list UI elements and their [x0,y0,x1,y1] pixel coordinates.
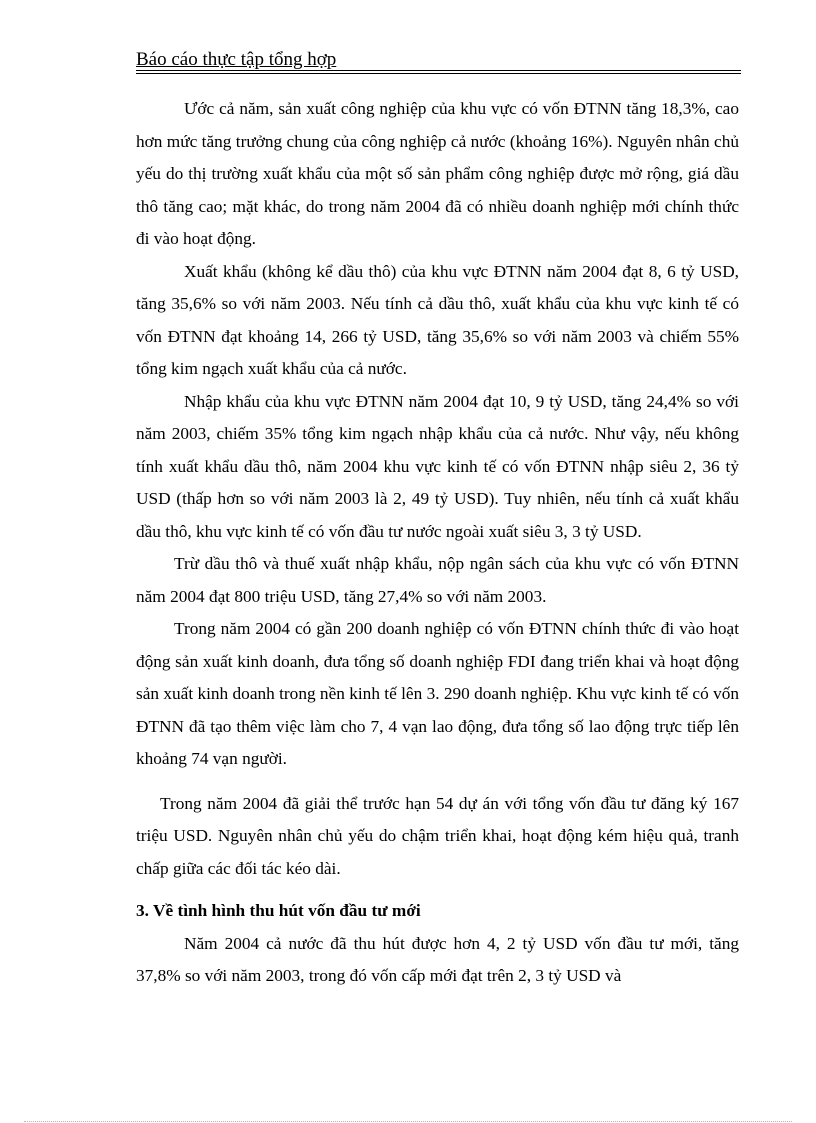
header-title: Báo cáo thực tập tổng hợp [136,49,337,70]
page-bottom-border [24,1121,792,1122]
paragraph-industrial-output: Ước cả năm, sản xuất công nghiệp của khu vực có vốn ĐTNN tăng 18,3%, cao hơn mức tăng trưởng chung của công nghiệp cả nước (khoảng 16%). Nguyên nhân chủ yếu do thị trường xuất khẩu của một số sản phẩm công nghiệp được mở rộng, giá dầu thô tăng cao; mặt khác, do trong năm 2004 đã có nhiều doanh nghiệp mới chính thức đi vào hoạt động. [136,99,739,248]
paragraph-exports: Xuất khẩu (không kể dầu thô) của khu vực ĐTNN năm 2004 đạt 8, 6 tỷ USD, tăng 35,6% so với năm 2003. Nếu tính cả dầu thô, xuất khẩu của khu vực kinh tế có vốn ĐTNN đạt khoảng 14, 266 tỷ USD, tăng 35,6% so với năm 2003 và chiếm 55% tổng kim ngạch xuất khẩu của cả nước. [136,261,739,378]
page-header [136,48,741,74]
section-heading: 3. Về tình hình thu hút vốn đầu tư mới [136,901,421,920]
paragraph-budget: Trừ dầu thô và thuế xuất nhập khẩu, nộp ngân sách của khu vực có vốn ĐTNN năm 2004 đạt 800 triệu USD, tăng 27,4% so với năm 2003. [136,554,739,606]
header-rule [136,70,741,71]
paragraph-imports: Nhập khẩu của khu vực ĐTNN năm 2004 đạt 10, 9 tỷ USD, tăng 24,4% so với năm 2003, chiếm 35% tổng kim ngạch nhập khẩu của cả nước. Như vậy, nếu không tính xuất khẩu dầu thô, năm 2004 khu vực kinh tế có vốn ĐTNN nhập siêu 2, 36 tỷ USD (thấp hơn so với năm 2003 là 2, 49 tỷ USD). Tuy nhiên, nếu tính cả xuất khẩu dầu thô, khu vực kinh tế có vốn đầu tư nước ngoài xuất siêu 3, 3 tỷ USD. [136,391,739,541]
paragraph-enterprises: Trong năm 2004 có gần 200 doanh nghiệp có vốn ĐTNN chính thức đi vào hoạt động sản xuất kinh doanh, đưa tổng số doanh nghiệp FDI đang triển khai và hoạt động sản xuất kinh doanh trong nền kinh tế lên 3. 290 doanh nghiệp. Khu vực kinh tế có vốn ĐTNN đã tạo thêm việc làm cho 7, 4 vạn lao động, đưa tổng số lao động trực tiếp lên khoảng 74 vạn người. [136,619,739,768]
document-body [136,93,739,993]
paragraph-new-investment: Năm 2004 cả nước đã thu hút được hơn 4, 2 tỷ USD vốn đầu tư mới, tăng 37,8% so với năm 2003, trong đó vốn cấp mới đạt trên 2, 3 tỷ USD và [136,933,739,985]
paragraph-dissolved-projects: Trong năm 2004 đã giải thể trước hạn 54 dự án với tổng vốn đầu tư đăng ký 167 triệu USD. Nguyên nhân chủ yếu do chậm triển khai, hoạt động kém hiệu quả, tranh chấp giữa các đối tác kéo dài. [136,793,739,878]
header-rule-double [136,73,741,74]
